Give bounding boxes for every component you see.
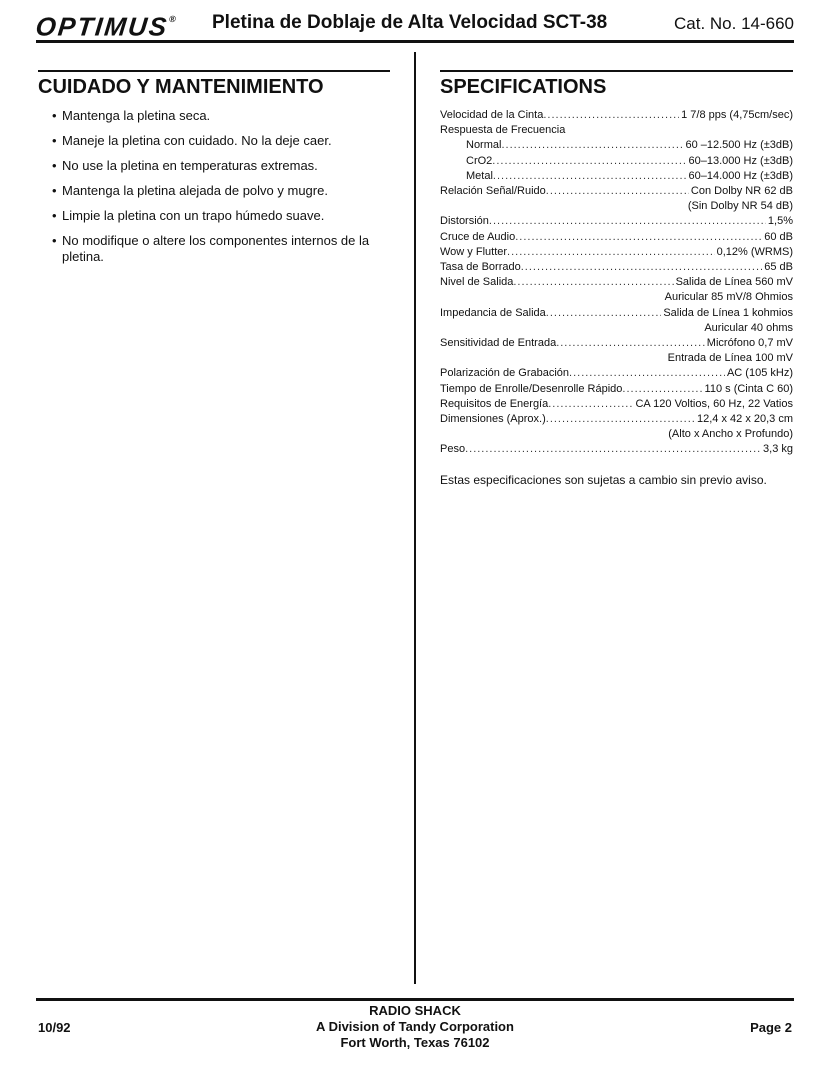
- spec-value: Salida de Línea 1 kohmios: [663, 306, 793, 319]
- spec-row: [440, 199, 793, 214]
- spec-row: [440, 351, 793, 366]
- spec-note: Estas especificaciones son sujetas a cambio sin previo aviso.: [440, 472, 767, 487]
- spec-value: 3,3 kg: [763, 443, 793, 456]
- spec-row: [440, 275, 793, 290]
- spec-value: Auricular 85 mV/8 Ohmios: [664, 291, 793, 304]
- care-section: [38, 70, 390, 274]
- specifications-title: SPECIFICATIONS: [440, 70, 793, 102]
- document-title: Pletina de Doblaje de Alta Velocidad SCT-38: [212, 12, 608, 33]
- spec-label: Polarización de Grabación: [440, 367, 570, 380]
- spec-value: (Sin Dolby NR 54 dB): [687, 200, 793, 213]
- spec-value: 12,4 x 42 x 20,3 cm: [697, 413, 793, 426]
- footer-company: [260, 1003, 570, 1051]
- dot-leader: [515, 230, 762, 245]
- dot-leader: [493, 169, 687, 184]
- spec-row: [440, 397, 793, 412]
- care-item: [38, 183, 390, 199]
- spec-value: 1,5%: [767, 215, 793, 228]
- spec-label: Sensitividad de Entrada: [440, 337, 557, 350]
- spec-row: [440, 154, 793, 169]
- spec-value: 60–14.000 Hz (±3dB): [688, 169, 793, 182]
- catalog-number: Cat. No. 14-660: [673, 14, 794, 33]
- spec-row: [440, 169, 793, 184]
- dot-leader: [546, 412, 695, 427]
- column-divider: [414, 52, 416, 984]
- dot-leader: [546, 306, 662, 321]
- spec-label: Nivel de Salida: [440, 276, 514, 289]
- dot-leader: [521, 260, 763, 275]
- footer-line-1: RADIO SHACK: [369, 1003, 461, 1018]
- bullet-icon: •: [52, 183, 57, 198]
- spec-label: Requisitos de Energía: [440, 397, 549, 410]
- dot-leader: [465, 442, 761, 457]
- spec-row: [440, 230, 793, 245]
- footer-line-3: Fort Worth, Texas 76102: [340, 1035, 490, 1050]
- care-item-text: Mantenga la pletina seca.: [62, 108, 211, 123]
- dot-leader: [569, 366, 725, 381]
- bullet-icon: •: [52, 133, 57, 148]
- spec-row: [440, 260, 793, 275]
- bullet-icon: •: [52, 108, 57, 123]
- dot-leader: [489, 214, 766, 229]
- care-item-text: Mantenga la pletina alejada de polvo y mugre.: [62, 183, 328, 198]
- spec-row: [440, 427, 793, 442]
- spec-label: Respuesta de Frecuencia: [440, 124, 566, 137]
- spec-label: Impedancia de Salida: [440, 306, 546, 319]
- spec-value: 60 dB: [764, 230, 793, 243]
- spec-value: Salida de Línea 560 mV: [675, 276, 793, 289]
- spec-row: [440, 321, 793, 336]
- spec-row: [440, 123, 793, 138]
- spec-row: [440, 382, 793, 397]
- spec-label: Tasa de Borrado: [440, 261, 521, 274]
- spec-row: [440, 336, 793, 351]
- dot-leader: [507, 245, 715, 260]
- spec-value: (Alto x Ancho x Profundo): [668, 428, 793, 441]
- spec-value: CA 120 Voltios, 60 Hz, 22 Vatios: [635, 397, 793, 410]
- spec-label: Wow y Flutter: [440, 245, 508, 258]
- spec-value: 60 –12.500 Hz (±3dB): [685, 139, 793, 152]
- spec-value: 110 s (Cinta C 60): [704, 382, 793, 395]
- care-item-text: No use la pletina en temperaturas extremas.: [62, 158, 318, 173]
- dot-leader: [622, 382, 702, 397]
- care-item-text: Limpie la pletina con un trapo húmedo suave.: [62, 208, 325, 223]
- spec-label: Distorsión: [440, 215, 489, 228]
- bullet-icon: •: [52, 208, 57, 223]
- care-list: [38, 108, 390, 265]
- spec-label: Dimensiones (Aprox.): [440, 413, 546, 426]
- spec-value: Con Dolby NR 62 dB: [690, 185, 793, 198]
- optimus-logo: OPTIMUS®: [34, 11, 179, 42]
- care-item: [38, 208, 390, 224]
- footer-rule: [36, 998, 794, 1001]
- dot-leader: [492, 154, 686, 169]
- care-item-text: No modifique o altere los componentes internos de la pletina.: [62, 233, 370, 264]
- bullet-icon: •: [52, 233, 57, 248]
- spec-label: Cruce de Audio: [440, 230, 516, 243]
- dot-leader: [501, 138, 683, 153]
- spec-value: Entrada de Línea 100 mV: [667, 352, 793, 365]
- spec-value: Auricular 40 ohms: [704, 321, 793, 334]
- specifications-section: [440, 70, 793, 488]
- spec-value: 65 dB: [764, 261, 793, 274]
- dot-leader: [556, 336, 705, 351]
- spec-label: Velocidad de la Cinta: [440, 109, 544, 121]
- spec-label: Relación Señal/Ruido: [440, 185, 546, 198]
- spec-label: CrO2: [466, 154, 493, 167]
- spec-value: 0,12% (WRMS): [716, 245, 793, 258]
- care-item: [38, 233, 390, 265]
- dot-leader: [513, 275, 673, 290]
- spec-row: [440, 366, 793, 381]
- spec-label: Metal: [466, 169, 493, 182]
- care-item: [38, 108, 390, 124]
- spec-value: AC (105 kHz): [726, 367, 793, 380]
- spec-row: [440, 214, 793, 229]
- bullet-icon: •: [52, 158, 57, 173]
- spec-label: Tiempo de Enrolle/Desenrolle Rápido: [440, 382, 623, 395]
- spec-list: [440, 108, 793, 458]
- dot-leader: [548, 397, 633, 412]
- page-header: [36, 8, 794, 43]
- spec-value: Micrófono 0,7 mV: [706, 337, 793, 350]
- spec-row: [440, 442, 793, 457]
- spec-row: [440, 138, 793, 153]
- dot-leader: [543, 108, 679, 123]
- spec-label: Peso: [440, 443, 466, 456]
- care-title: CUIDADO Y MANTENIMIENTO: [38, 70, 390, 102]
- dot-leader: [546, 184, 689, 199]
- spec-row: [440, 184, 793, 199]
- spec-value: 60–13.000 Hz (±3dB): [688, 154, 793, 167]
- care-item: [38, 158, 390, 174]
- spec-row: [440, 306, 793, 321]
- footer-date: 10/92: [38, 1020, 71, 1035]
- care-item: [38, 133, 390, 149]
- page-number: Page 2: [750, 1020, 792, 1035]
- footer-line-2: A Division of Tandy Corporation: [316, 1019, 514, 1034]
- spec-row: [440, 245, 793, 260]
- spec-row: [440, 290, 793, 305]
- spec-label: Normal: [466, 139, 502, 152]
- spec-value: 1 7/8 pps (4,75cm/sec): [681, 109, 793, 121]
- spec-row: [440, 412, 793, 427]
- care-item-text: Maneje la pletina con cuidado. No la deje caer.: [62, 133, 332, 148]
- spec-row: [440, 108, 793, 123]
